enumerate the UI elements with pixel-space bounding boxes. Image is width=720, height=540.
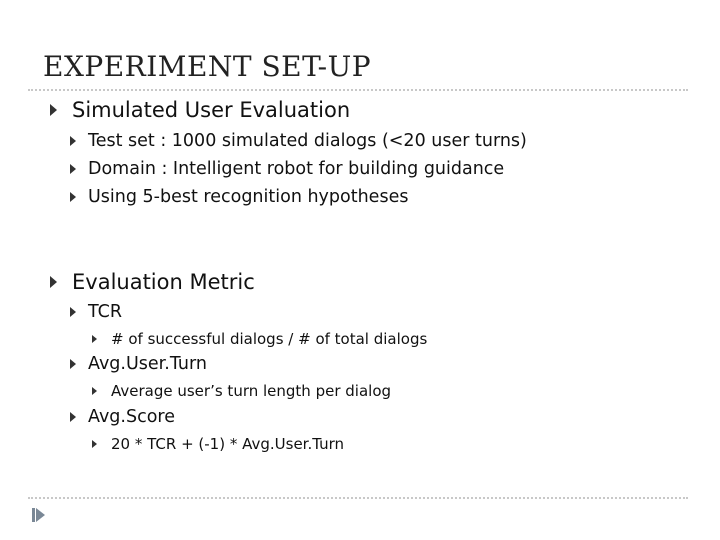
triangle-bullet-icon <box>70 359 76 369</box>
metric-name: Avg.Score <box>88 407 175 427</box>
metric-detail: # of successful dialogs / # of total dialogs <box>111 330 428 348</box>
metric-avg-score <box>70 407 175 427</box>
slide-navigation-icon[interactable] <box>32 507 46 523</box>
triangle-bullet-icon <box>92 335 97 343</box>
triangle-bullet-icon <box>70 307 76 317</box>
slide-title: EXPERIMENT SET-UP <box>43 50 372 83</box>
metric-tcr <box>70 302 122 322</box>
bullet-text: Domain : Intelligent robot for building guidance <box>88 159 505 179</box>
triangle-bullet-icon <box>92 440 97 448</box>
bullet-text: Using 5-best recognition hypotheses <box>88 187 409 207</box>
title-divider <box>28 89 688 91</box>
bullet-simulated-user-evaluation <box>50 98 350 122</box>
triangle-bullet-icon <box>50 104 57 116</box>
triangle-bullet-icon <box>70 412 76 422</box>
section-heading: Simulated User Evaluation <box>72 98 351 122</box>
triangle-bullet-icon <box>70 192 76 202</box>
bullet-text: Test set : 1000 simulated dialogs (<20 user turns) <box>88 131 527 151</box>
metric-detail: Average user’s turn length per dialog <box>111 382 392 400</box>
triangle-bullet-icon <box>92 387 97 395</box>
section-heading: Evaluation Metric <box>72 270 255 294</box>
metric-avg-user-turn <box>70 354 207 374</box>
metric-name: Avg.User.Turn <box>88 354 207 374</box>
metric-name: TCR <box>88 302 123 322</box>
bullet-evaluation-metric <box>50 270 255 294</box>
triangle-bullet-icon <box>70 136 76 146</box>
footer-divider <box>28 497 688 499</box>
triangle-bullet-icon <box>70 164 76 174</box>
triangle-bullet-icon <box>50 276 57 288</box>
metric-avg-score-detail <box>92 435 344 453</box>
metric-avg-user-turn-detail <box>92 382 391 400</box>
bullet-test-set <box>70 131 527 151</box>
metric-detail: 20 * TCR + (-1) * Avg.User.Turn <box>111 435 345 453</box>
metric-tcr-detail <box>92 330 427 348</box>
bullet-domain <box>70 159 504 179</box>
bullet-n-best <box>70 187 408 207</box>
